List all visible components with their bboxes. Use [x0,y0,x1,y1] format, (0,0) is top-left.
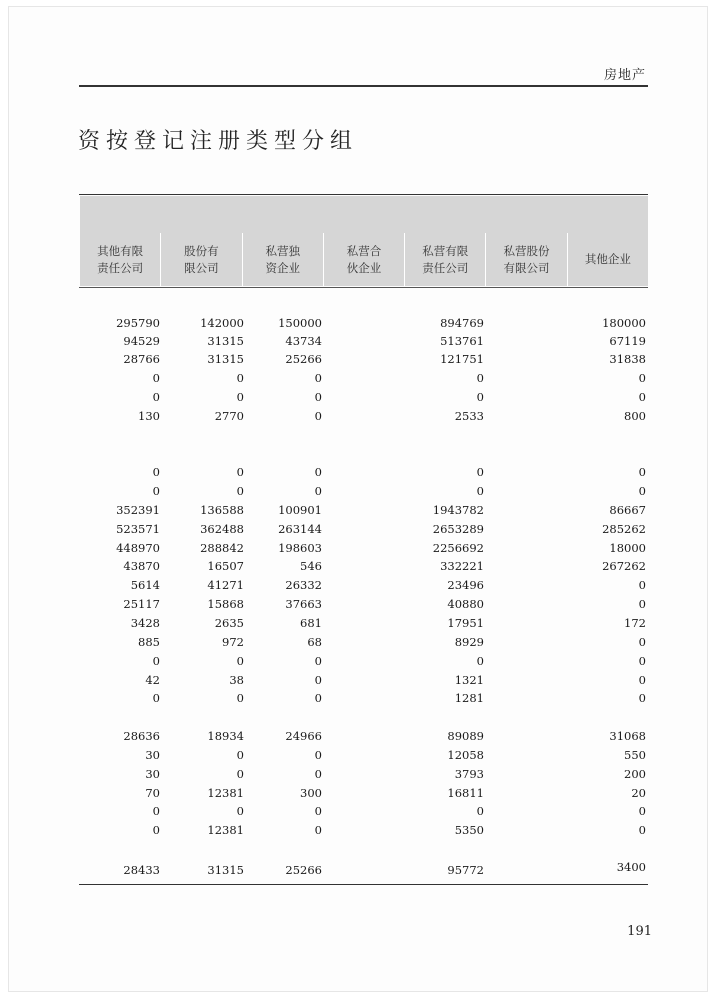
table-cell: 0 [638,371,646,385]
table-cell: 68 [307,635,322,649]
table-row [80,559,648,577]
table-cell: 30 [145,767,160,781]
table-cell: 150000 [278,316,322,330]
table-cell: 0 [476,465,484,479]
table-cell: 0 [476,804,484,818]
table-cell: 0 [476,371,484,385]
table-cell: 0 [638,578,646,592]
table-cell: 0 [638,691,646,705]
table-row [80,578,648,596]
table-cell: 198603 [278,541,322,555]
table-cell: 448970 [116,541,160,555]
table-cell: 0 [236,804,244,818]
table-cell: 142000 [200,316,244,330]
table-cell: 3400 [616,860,646,874]
table-cell: 267262 [602,559,646,573]
table-cell: 0 [314,409,322,423]
table-cell: 86667 [609,503,646,517]
column-header: 私营有限 责任公司 [405,233,486,286]
table-cell: 24966 [285,729,322,743]
table-cell: 17951 [447,616,484,630]
section-name: 房地产 [603,68,646,83]
table-row [80,352,648,370]
table-cell: 0 [314,465,322,479]
table-cell: 100901 [278,503,322,517]
table-cell: 0 [314,823,322,837]
table-cell: 121751 [440,352,484,366]
table-cell: 16811 [447,786,484,800]
table-cell: 0 [152,804,160,818]
table-cell: 0 [236,371,244,385]
table-cell: 0 [638,484,646,498]
table-cell: 3793 [454,767,484,781]
table-cell: 0 [638,673,646,687]
table-cell: 295790 [116,316,160,330]
table-cell: 5614 [130,578,160,592]
table-row [80,767,648,785]
table-row [80,786,648,804]
table-row [80,541,648,559]
table-cell: 31315 [207,334,244,348]
table-cell: 300 [300,786,322,800]
table-cell: 972 [222,635,244,649]
table-cell: 0 [314,390,322,404]
table-cell: 2653289 [432,522,484,536]
table-cell: 0 [314,654,322,668]
table-cell: 2533 [454,409,484,423]
table-row [80,597,648,615]
table-cell: 0 [476,390,484,404]
column-header: 其他有限 责任公司 [80,233,161,286]
column-header: 私营股份 有限公司 [486,233,567,286]
table-cell: 0 [638,465,646,479]
table-cell: 0 [152,654,160,668]
table-cell: 513761 [440,334,484,348]
table-cell: 8929 [454,635,484,649]
table-cell: 0 [314,804,322,818]
table-cell: 25266 [285,863,322,877]
table-cell: 0 [236,767,244,781]
table-cell: 25266 [285,352,322,366]
table-cell: 0 [314,691,322,705]
table-row [80,729,648,747]
table-cell: 20 [631,786,646,800]
table-cell: 37663 [285,597,322,611]
table-cell: 12058 [447,748,484,762]
table-row [80,616,648,634]
table-row [80,804,648,822]
table-cell: 42 [145,673,160,687]
table-cell: 3428 [130,616,160,630]
table-row [80,654,648,672]
table-cell: 0 [638,654,646,668]
table-cell: 30 [145,748,160,762]
table-cell: 0 [152,823,160,837]
table-cell: 43870 [123,559,160,573]
table-cell: 94529 [123,334,160,348]
table-cell: 2770 [214,409,244,423]
table-cell: 352391 [116,503,160,517]
table-row [80,316,648,334]
table-cell: 0 [236,691,244,705]
table-cell: 550 [624,748,646,762]
table-cell: 0 [152,691,160,705]
table-cell: 31315 [207,352,244,366]
table-cell: 288842 [200,541,244,555]
table-cell: 28766 [123,352,160,366]
table-row [80,503,648,521]
table-cell: 0 [236,484,244,498]
table-row [80,522,648,540]
table-cell: 40880 [447,597,484,611]
table-cell: 800 [624,409,646,423]
table-row [80,334,648,352]
table-cell: 0 [152,371,160,385]
table-cell: 95772 [447,863,484,877]
table-cell: 332221 [440,559,484,573]
table-row [80,484,648,502]
column-header: 私营独 资企业 [243,233,324,286]
table-cell: 0 [236,654,244,668]
table-row [80,748,648,766]
table-cell: 546 [300,559,322,573]
table-cell: 0 [476,654,484,668]
table-cell: 70 [145,786,160,800]
table-cell: 180000 [602,316,646,330]
table-cell: 0 [152,390,160,404]
table-cell: 23496 [447,578,484,592]
table-row [80,409,648,427]
table-cell: 41271 [207,578,244,592]
table-row [80,635,648,653]
page-title: 资按登记注册类型分组 [78,129,359,154]
table-cell: 0 [314,767,322,781]
table-cell: 31068 [609,729,646,743]
table-cell: 200 [624,767,646,781]
table-cell: 28636 [123,729,160,743]
table-cell: 1321 [454,673,484,687]
table-cell: 1281 [454,691,484,705]
table-cell: 18000 [609,541,646,555]
column-header: 私营合 伙企业 [324,233,405,286]
table-cell: 5350 [454,823,484,837]
table-cell: 136588 [200,503,244,517]
column-header: 股份有 限公司 [161,233,242,286]
table-cell: 28433 [123,863,160,877]
table-cell: 15868 [207,597,244,611]
table-cell: 0 [236,748,244,762]
table-cell: 43734 [285,334,322,348]
table-cell: 38 [229,673,244,687]
table-cell: 0 [638,635,646,649]
table-cell: 362488 [200,522,244,536]
table-cell: 12381 [207,823,244,837]
table-body [80,0,648,994]
table-cell: 0 [314,371,322,385]
table-cell: 16507 [207,559,244,573]
table-cell: 130 [138,409,160,423]
table-cell: 0 [638,390,646,404]
table-row [80,823,648,841]
table-cell: 0 [314,748,322,762]
table-cell: 31838 [609,352,646,366]
table-cell: 0 [476,484,484,498]
table-cell: 12381 [207,786,244,800]
table-cell: 263144 [278,522,322,536]
table-cell: 0 [152,484,160,498]
table-row [80,673,648,691]
table-cell: 31315 [207,863,244,877]
table-cell: 885 [138,635,160,649]
table-cell: 0 [152,465,160,479]
table-bottom-rule [79,884,648,885]
table-row [80,371,648,389]
table-cell: 25117 [123,597,160,611]
table-cell: 0 [638,804,646,818]
table-row [80,465,648,483]
table-row [80,860,648,881]
table-cell: 67119 [609,334,646,348]
table-cell: 2635 [214,616,244,630]
table-cell: 681 [300,616,322,630]
table-cell: 0 [638,597,646,611]
table-cell: 0 [314,484,322,498]
column-header: 其他企业 [584,252,631,266]
table-cell: 18934 [207,729,244,743]
table-cell: 2256692 [432,541,484,555]
table-cell: 523571 [116,522,160,536]
table-cell: 0 [638,823,646,837]
table-cell: 0 [236,390,244,404]
table-cell: 1943782 [432,503,484,517]
page-number: 191 [627,924,652,939]
table-row [80,390,648,408]
table-cell: 89089 [447,729,484,743]
table-row [80,691,648,709]
table-cell: 0 [314,673,322,687]
table-cell: 26332 [285,578,322,592]
table-cell: 0 [236,465,244,479]
table-cell: 894769 [440,316,484,330]
table-cell: 172 [624,616,646,630]
table-cell: 285262 [602,522,646,536]
